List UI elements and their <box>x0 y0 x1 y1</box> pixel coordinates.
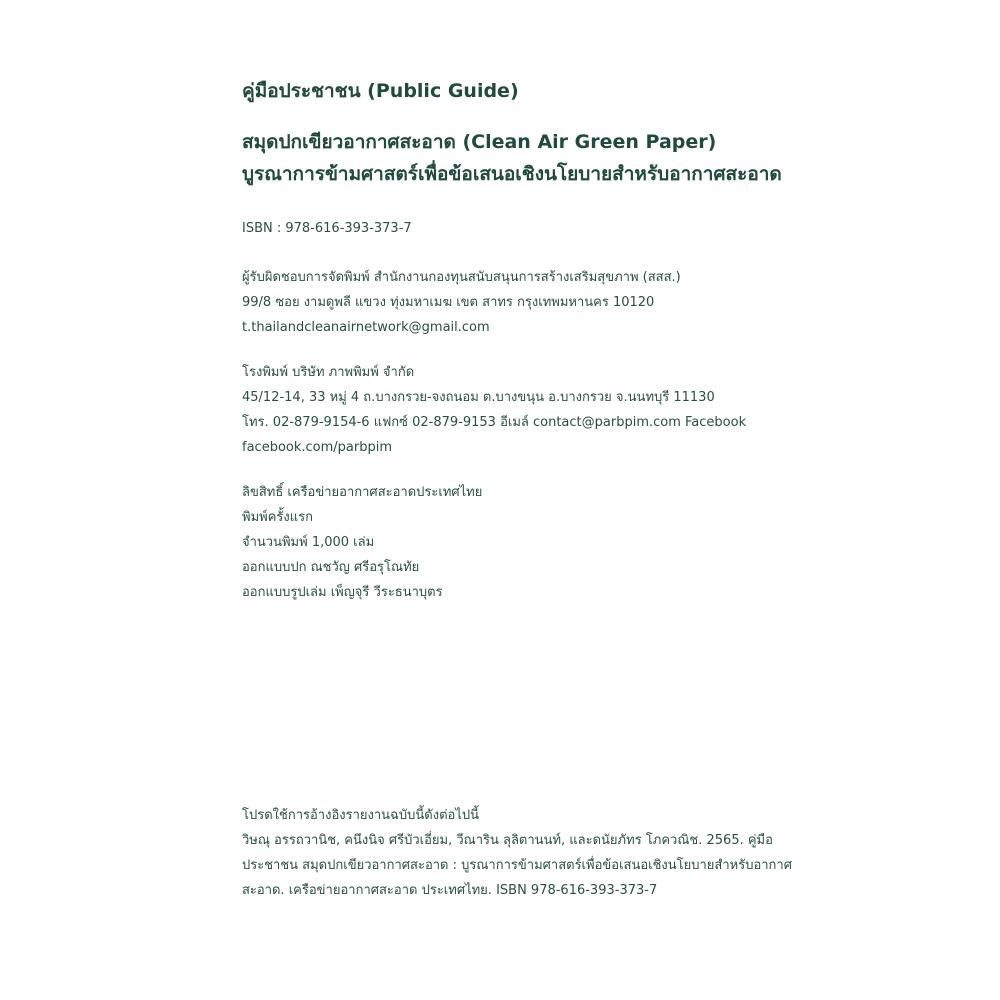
publisher-name: ผู้รับผิดชอบการจัดพิมพ์ สำนักงานกองทุนสนับสนุนการสร้างเสริมสุขภาพ (สสส.) <box>242 270 681 285</box>
layout-design-text: ออกแบบรูปเล่ม เพ็ญจุรี วีระธนาบุตร <box>242 585 443 600</box>
copyright-text: ลิขสิทธิ์ เครือข่ายอากาศสะอาดประเทศไทย <box>242 485 483 500</box>
credits-section <box>242 480 962 605</box>
citation-line: ประชาชน สมุดปกเขียวอากาศสะอาด : บูรณาการข้ามศาสตร์เพื่อข้อเสนอเชิงนโยบายสำหรับอากาศ <box>242 858 792 873</box>
printer-name: โรงพิมพ์ บริษัท ภาพพิมพ์ จำกัด <box>242 365 415 380</box>
printer-address: 45/12-14, 33 หมู่ 4 ถ.บางกรวย-จงถนอม ต.บางขนุน อ.บางกรวย จ.นนทบุรี 11130 <box>242 390 715 405</box>
citation-section <box>242 803 792 903</box>
cover-design-text: ออกแบบปก ณชวัญ ศรีอรุโณทัย <box>242 560 420 575</box>
main-title-line-1: สมุดปกเขียวอากาศสะอาด (Clean Air Green Paper) <box>242 131 717 153</box>
publisher-email: t.thailandcleanairnetwork@gmail.com <box>242 320 490 335</box>
isbn-section <box>242 216 962 241</box>
citation-heading: โปรดใช้การอ้างอิงรายงานฉบับนี้ดังต่อไปนี้ <box>242 808 479 823</box>
citation-line: วิษณุ อรรถวานิช, คนึงนิจ ศรีบัวเอี่ยม, วีณาริน ลุลิตานนท์, และดนัยภัทร โภควณิช. 2565. คู่มือ <box>242 833 773 848</box>
print-run-text: จำนวนพิมพ์ 1,000 เล่ม <box>242 535 375 550</box>
publisher-address: 99/8 ซอย งามดูพลี แขวง ทุ่งมหาเมฆ เขต สาทร กรุงเทพมหานคร 10120 <box>242 295 655 310</box>
isbn-text: ISBN : 978-616-393-373-7 <box>242 221 412 236</box>
guide-title: คู่มือประชาชน (Public Guide) <box>242 80 519 102</box>
printer-contact: โทร. 02-879-9154-6 แฟกซ์ 02-879-9153 อีเมล์ contact@parbpim.com Facebook <box>242 415 747 430</box>
printer-facebook: facebook.com/parbpim <box>242 440 392 455</box>
main-title <box>242 126 962 190</box>
printer-section <box>242 360 962 460</box>
edition-text: พิมพ์ครั้งแรก <box>242 510 313 525</box>
main-title-line-2: บูรณาการข้ามศาสตร์เพื่อข้อเสนอเชิงนโยบายสำหรับอากาศสะอาด <box>242 163 782 185</box>
publisher-section <box>242 265 962 340</box>
citation-line: สะอาด. เครือข่ายอากาศสะอาด ประเทศไทย. ISBN 978-616-393-373-7 <box>242 883 658 898</box>
imprint-content <box>242 78 962 605</box>
